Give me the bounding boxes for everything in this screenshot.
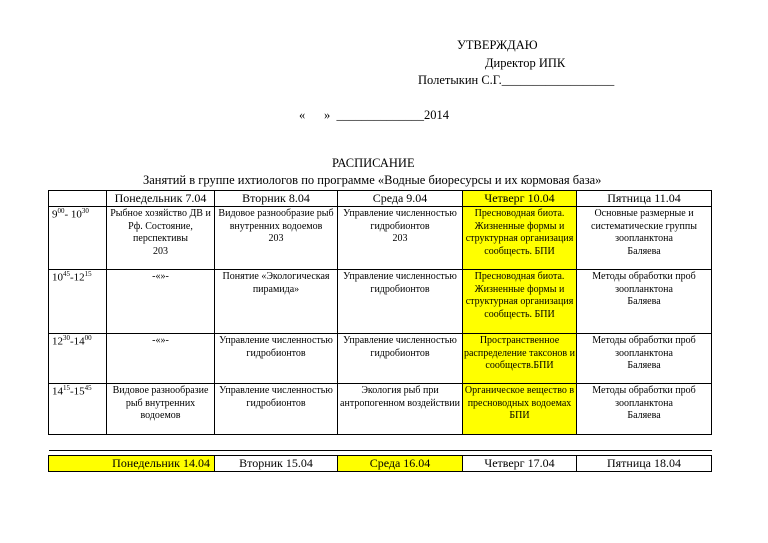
lesson-cell: -«»- [107, 334, 215, 384]
schedule-table-week2 [48, 450, 712, 472]
time-cell: $10^{45}-12^{15}$ [49, 270, 107, 334]
director-label: Директор ИПК [485, 56, 566, 70]
page-subtitle: Занятий в группе ихтиологов по программе «Водные биоресурсы и их кормовая база» [143, 173, 602, 187]
day-header: Вторник 8.04 [215, 191, 338, 207]
lesson-cell: Методы обработки проб зоопланктона Баляева [577, 384, 712, 435]
lesson-cell: -«»- [107, 270, 215, 334]
lesson-cell: Управление численностью гидробионтов [338, 270, 463, 334]
lesson-cell: Управление численностью гидробионтов [215, 334, 338, 384]
slot-row [49, 334, 712, 384]
lesson-cell-highlighted: Пресноводная биота. Жизненные формы и структурная организация сообщесть. БПИ [463, 270, 577, 334]
lesson-cell: Управление численностью гидробионтов [338, 334, 463, 384]
schedule-table-week1 [48, 190, 712, 435]
slot-row [49, 270, 712, 334]
lesson-cell: Основные размерные и систематические группы зоопланктона Баляева [577, 207, 712, 270]
lesson-cell-highlighted: Пресноводная биота. Жизненные формы и структурная организация сообщесть. БПИ [463, 207, 577, 270]
lesson-cell: Методы обработки проб зоопланктона Баляева [577, 334, 712, 384]
lesson-cell: Управление численностью гидробионтов 203 [338, 207, 463, 270]
lesson-cell-highlighted: Пространственное распределение таксонов и сообществ.БПИ [463, 334, 577, 384]
day-header: Пятница 18.04 [577, 456, 712, 472]
lesson-cell: Управление численностью гидробионтов [215, 384, 338, 435]
day-header-row [49, 191, 712, 207]
date-line: « » ______________2014 [299, 108, 449, 122]
lesson-cell: Рыбное хозяйство ДВ и Рф. Состояние, перспективы 203 [107, 207, 215, 270]
lesson-cell: Видовое разнообразие рыб внутренних водоемов 203 [215, 207, 338, 270]
time-cell: $12^{30}-14^{00}$ [49, 334, 107, 384]
time-header-cell [49, 191, 107, 207]
day-header-highlighted: Среда 16.04 [338, 456, 463, 472]
day-header: Пятница 11.04 [577, 191, 712, 207]
day-header-highlighted: Понедельник 14.04 [49, 456, 215, 472]
slot-row [49, 207, 712, 270]
day-header: Среда 9.04 [338, 191, 463, 207]
lesson-cell: Экология рыб при антропогенном воздействии [338, 384, 463, 435]
slot-row [49, 384, 712, 435]
lesson-cell-highlighted: Органическое вещество в пресноводных водоемах БПИ [463, 384, 577, 435]
day-header-highlighted: Четверг 10.04 [463, 191, 577, 207]
lesson-cell: Понятие «Экологическая пирамида» [215, 270, 338, 334]
day-header: Четверг 17.04 [463, 456, 577, 472]
day-header: Вторник 15.04 [215, 456, 338, 472]
time-cell: $9^{00}-$ $10^{30}$ [49, 207, 107, 270]
time-cell: $14^{15}-15^{45}$ [49, 384, 107, 435]
day-header-row [49, 456, 712, 472]
signature-line: Полетыкин С.Г.__________________ [418, 73, 615, 87]
lesson-cell: Методы обработки проб зоопланктона Баляева [577, 270, 712, 334]
page-title: РАСПИСАНИЕ [332, 156, 415, 170]
lesson-cell: Видовое разнообразие рыб внутренних водоемов [107, 384, 215, 435]
approve-label: УТВЕРЖДАЮ [457, 38, 538, 52]
day-header: Понедельник 7.04 [107, 191, 215, 207]
